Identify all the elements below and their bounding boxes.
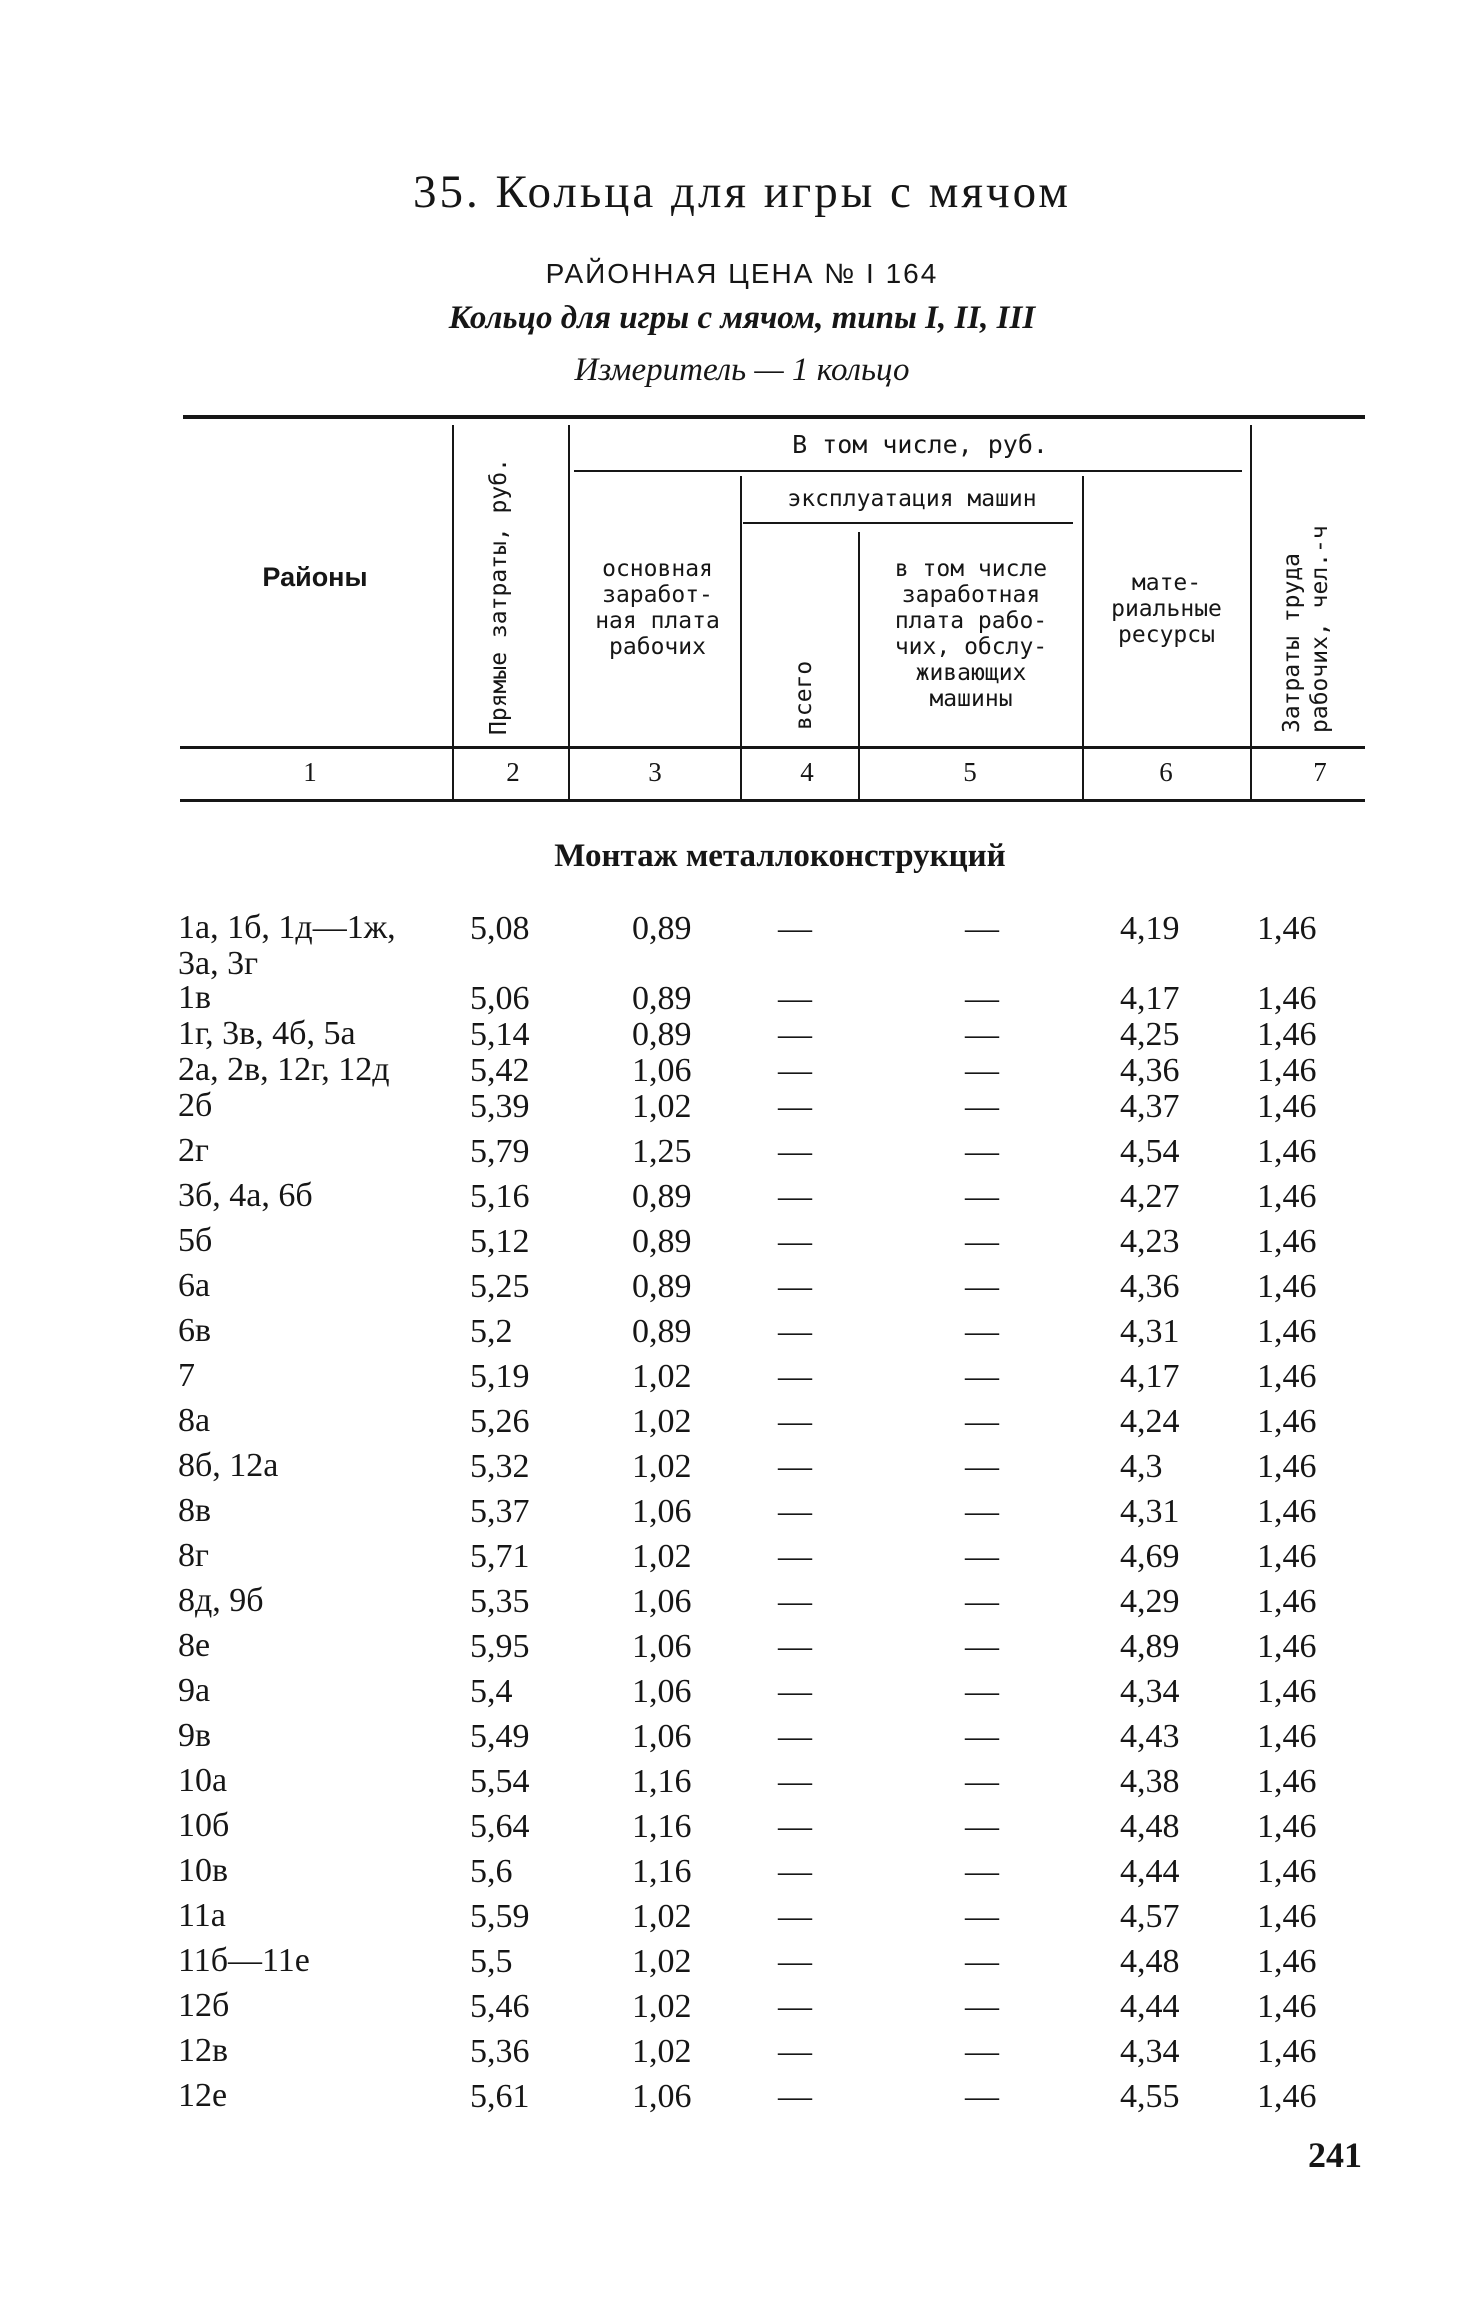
cell-base-wage: 1,02 xyxy=(632,1988,692,2025)
cell-region: 8г xyxy=(178,1537,209,1574)
cell-machine-wage: — xyxy=(965,1133,999,1170)
col-divider-4 xyxy=(858,532,860,799)
cell-direct-costs: 5,42 xyxy=(470,1052,530,1089)
cell-region: 10б xyxy=(178,1807,230,1844)
header-materials-line: риальные xyxy=(1111,596,1222,622)
cell-region xyxy=(178,910,396,982)
col-divider-3 xyxy=(740,476,742,799)
cell-materials: 4,69 xyxy=(1120,1538,1180,1575)
cell-base-wage: 1,06 xyxy=(632,2078,692,2115)
cell-region: 12в xyxy=(178,2032,229,2069)
cell-machine-total: — xyxy=(778,1583,812,1620)
cell-region: 11а xyxy=(178,1897,226,1934)
cell-region: 12е xyxy=(178,2077,228,2114)
cell-direct-costs: 5,16 xyxy=(470,1178,530,1215)
cell-materials: 4,31 xyxy=(1120,1493,1180,1530)
cell-direct-costs: 5,64 xyxy=(470,1808,530,1845)
cell-base-wage: 1,16 xyxy=(632,1808,692,1845)
cell-machine-wage: — xyxy=(965,1448,999,1485)
cell-labor: 1,46 xyxy=(1257,1808,1317,1845)
cell-machine-wage: — xyxy=(965,1088,999,1125)
table-row xyxy=(0,1493,1484,1533)
cell-machine-total: — xyxy=(778,980,812,1017)
cell-machine-total: — xyxy=(778,1178,812,1215)
header-machine-wage-line: плата рабо- xyxy=(894,608,1048,634)
table-row xyxy=(0,1052,1484,1092)
cell-direct-costs: 5,36 xyxy=(470,2033,530,2070)
page-title: 35. Кольца для игры с мячом xyxy=(413,166,1071,218)
header-labor-line: рабочих, чел.-ч xyxy=(1307,525,1333,733)
cell-labor: 1,46 xyxy=(1257,1628,1317,1665)
cell-direct-costs: 5,26 xyxy=(470,1403,530,1440)
column-number: 1 xyxy=(303,757,317,787)
cell-materials: 4,55 xyxy=(1120,2078,1180,2115)
table-row xyxy=(0,1088,1484,1128)
header-base-wage-line: ная плата xyxy=(595,608,720,634)
cell-direct-costs: 5,14 xyxy=(470,1016,530,1053)
cell-materials: 4,57 xyxy=(1120,1898,1180,1935)
cell-machine-total: — xyxy=(778,1673,812,1710)
table-row xyxy=(0,1943,1484,1983)
cell-direct-costs: 5,12 xyxy=(470,1223,530,1260)
table-row xyxy=(0,1403,1484,1443)
cell-direct-costs: 5,54 xyxy=(470,1763,530,1800)
cell-region: 7 xyxy=(178,1357,195,1394)
cell-direct-costs: 5,37 xyxy=(470,1493,530,1530)
cell-machine-wage: — xyxy=(965,1853,999,1890)
cell-machine-total: — xyxy=(778,1763,812,1800)
header-materials-line: мате- xyxy=(1131,570,1202,596)
cell-labor: 1,46 xyxy=(1257,1052,1317,1089)
cell-labor: 1,46 xyxy=(1257,1673,1317,1710)
cell-region: 12б xyxy=(178,1987,230,2024)
cell-base-wage: 0,89 xyxy=(632,1178,692,1215)
section-title: Монтаж металлоконструкций xyxy=(554,838,1006,874)
item-name: Кольцо для игры с мячом, типы I, II, III xyxy=(448,300,1036,336)
header-machine-wage-line: живающих xyxy=(915,660,1027,686)
cell-labor: 1,46 xyxy=(1257,1088,1317,1125)
column-number: 5 xyxy=(963,757,977,787)
cell-labor: 1,46 xyxy=(1257,1943,1317,1980)
cell-base-wage: 1,16 xyxy=(632,1763,692,1800)
cell-machine-total: — xyxy=(778,1628,812,1665)
cell-region: 2г xyxy=(178,1132,209,1169)
cell-materials: 4,31 xyxy=(1120,1313,1180,1350)
cell-region: 1в xyxy=(178,979,212,1016)
cell-region: 6а xyxy=(178,1267,211,1304)
cell-machine-total: — xyxy=(778,1448,812,1485)
cell-machine-total: — xyxy=(778,1358,812,1395)
table-row xyxy=(0,1268,1484,1308)
cell-region: 10в xyxy=(178,1852,229,1889)
cell-labor: 1,46 xyxy=(1257,1178,1317,1215)
colnum-bottom-rule xyxy=(180,799,1365,802)
cell-materials: 4,17 xyxy=(1120,1358,1180,1395)
column-number: 7 xyxy=(1313,757,1327,787)
cell-base-wage: 1,06 xyxy=(632,1718,692,1755)
cell-region: 11б—11е xyxy=(178,1942,310,1979)
col-divider-6 xyxy=(1250,425,1252,799)
including-rule xyxy=(574,470,1242,472)
cell-base-wage: 1,02 xyxy=(632,1358,692,1395)
cell-machine-wage: — xyxy=(965,1718,999,1755)
cell-machine-total: — xyxy=(778,1718,812,1755)
cell-labor: 1,46 xyxy=(1257,1223,1317,1260)
cell-machine-total: — xyxy=(778,1133,812,1170)
col-divider-1 xyxy=(452,425,454,799)
table-row xyxy=(0,1628,1484,1668)
cell-direct-costs: 5,46 xyxy=(470,1988,530,2025)
cell-base-wage: 1,02 xyxy=(632,2033,692,2070)
table-row xyxy=(0,1223,1484,1263)
header-direct-costs xyxy=(485,458,513,735)
table-row xyxy=(0,1853,1484,1893)
cell-materials: 4,89 xyxy=(1120,1628,1180,1665)
cell-materials: 4,19 xyxy=(1120,910,1180,947)
unit-measure: Измеритель — 1 кольцо xyxy=(574,352,910,388)
cell-region: 3б, 4а, 6б xyxy=(178,1177,313,1214)
cell-materials: 4,34 xyxy=(1120,2033,1180,2070)
cell-direct-costs: 5,35 xyxy=(470,1583,530,1620)
cell-labor: 1,46 xyxy=(1257,1493,1317,1530)
header-including: В том числе, руб. xyxy=(792,430,1048,459)
cell-materials: 4,44 xyxy=(1120,1853,1180,1890)
header-top-rule xyxy=(183,415,1365,419)
cell-region-line: 1а, 1б, 1д—1ж, xyxy=(178,909,396,946)
cell-direct-costs: 5,5 xyxy=(470,1943,513,1980)
cell-materials: 4,27 xyxy=(1120,1178,1180,1215)
cell-machine-wage: — xyxy=(965,1628,999,1665)
cell-labor: 1,46 xyxy=(1257,1718,1317,1755)
cell-direct-costs: 5,49 xyxy=(470,1718,530,1755)
cell-base-wage: 1,02 xyxy=(632,1538,692,1575)
cell-base-wage: 1,06 xyxy=(632,1493,692,1530)
cell-base-wage: 1,06 xyxy=(632,1628,692,1665)
cell-machine-total: — xyxy=(778,2033,812,2070)
cell-machine-wage: — xyxy=(965,2033,999,2070)
cell-machine-total: — xyxy=(778,1853,812,1890)
header-machine-wage-line: чих, обслу- xyxy=(894,634,1048,660)
cell-direct-costs: 5,08 xyxy=(470,910,530,947)
cell-materials: 4,36 xyxy=(1120,1268,1180,1305)
cell-machine-wage: — xyxy=(965,910,999,947)
cell-labor: 1,46 xyxy=(1257,2078,1317,2115)
cell-labor: 1,46 xyxy=(1257,2033,1317,2070)
cell-labor: 1,46 xyxy=(1257,1538,1317,1575)
header-machine-wage-line: машины xyxy=(929,686,1013,712)
cell-labor: 1,46 xyxy=(1257,1313,1317,1350)
column-number: 2 xyxy=(506,757,520,787)
header-machine-wage xyxy=(862,556,1080,712)
cell-machine-wage: — xyxy=(965,1052,999,1089)
header-machine-wage-line: в том числе xyxy=(894,556,1048,582)
header-machine-ops: эксплуатация машин xyxy=(787,486,1037,512)
cell-base-wage: 0,89 xyxy=(632,1016,692,1053)
cell-region: 2а, 2в, 12г, 12д xyxy=(178,1051,390,1088)
header-materials xyxy=(1084,570,1249,648)
cell-direct-costs: 5,4 xyxy=(470,1673,513,1710)
cell-direct-costs: 5,19 xyxy=(470,1358,530,1395)
table-row xyxy=(0,1016,1484,1056)
table-row xyxy=(0,980,1484,1020)
cell-materials: 4,25 xyxy=(1120,1016,1180,1053)
cell-direct-costs: 5,79 xyxy=(470,1133,530,1170)
cell-region: 8б, 12а xyxy=(178,1447,279,1484)
table-row xyxy=(0,1538,1484,1578)
cell-materials: 4,48 xyxy=(1120,1943,1180,1980)
cell-direct-costs: 5,25 xyxy=(470,1268,530,1305)
cell-direct-costs: 5,2 xyxy=(470,1313,513,1350)
cell-direct-costs: 5,61 xyxy=(470,2078,530,2115)
cell-machine-wage: — xyxy=(965,1538,999,1575)
cell-direct-costs: 5,59 xyxy=(470,1898,530,1935)
cell-machine-total: — xyxy=(778,1943,812,1980)
cell-region: 8е xyxy=(178,1627,211,1664)
cell-machine-wage: — xyxy=(965,1403,999,1440)
cell-base-wage: 1,16 xyxy=(632,1853,692,1890)
cell-materials: 4,3 xyxy=(1120,1448,1163,1485)
cell-direct-costs: 5,71 xyxy=(470,1538,530,1575)
column-number: 3 xyxy=(648,757,662,787)
table-row xyxy=(0,1133,1484,1173)
cell-materials: 4,24 xyxy=(1120,1403,1180,1440)
cell-materials: 4,44 xyxy=(1120,1988,1180,2025)
table-row xyxy=(0,1808,1484,1848)
cell-machine-wage: — xyxy=(965,1583,999,1620)
cell-materials: 4,54 xyxy=(1120,1133,1180,1170)
col-divider-2 xyxy=(568,425,570,799)
cell-machine-total: — xyxy=(778,1268,812,1305)
cell-machine-total: — xyxy=(778,2078,812,2115)
cell-base-wage: 1,02 xyxy=(632,1448,692,1485)
column-number: 6 xyxy=(1159,757,1173,787)
cell-machine-wage: — xyxy=(965,1808,999,1845)
cell-base-wage: 1,25 xyxy=(632,1133,692,1170)
cell-machine-wage: — xyxy=(965,1313,999,1350)
cell-direct-costs: 5,32 xyxy=(470,1448,530,1485)
cell-labor: 1,46 xyxy=(1257,1448,1317,1485)
cell-base-wage: 0,89 xyxy=(632,1268,692,1305)
cell-region: 8в xyxy=(178,1492,212,1529)
cell-labor: 1,46 xyxy=(1257,1853,1317,1890)
cell-region: 1г, 3в, 4б, 5а xyxy=(178,1015,356,1052)
cell-materials: 4,17 xyxy=(1120,980,1180,1017)
cell-materials: 4,23 xyxy=(1120,1223,1180,1260)
cell-labor: 1,46 xyxy=(1257,1583,1317,1620)
cell-materials: 4,36 xyxy=(1120,1052,1180,1089)
cell-machine-total: — xyxy=(778,1493,812,1530)
cell-labor: 1,46 xyxy=(1257,1403,1317,1440)
header-regions: Районы xyxy=(262,562,368,592)
cell-region: 10а xyxy=(178,1762,228,1799)
cell-machine-wage: — xyxy=(965,1898,999,1935)
cell-machine-total: — xyxy=(778,1016,812,1053)
cell-region: 8д, 9б xyxy=(178,1582,264,1619)
cell-base-wage: 1,02 xyxy=(632,1403,692,1440)
cell-labor: 1,46 xyxy=(1257,1268,1317,1305)
header-base-wage-line: заработ- xyxy=(602,582,713,608)
table-row xyxy=(0,1178,1484,1218)
cell-materials: 4,38 xyxy=(1120,1763,1180,1800)
cell-direct-costs: 5,95 xyxy=(470,1628,530,1665)
cell-machine-wage: — xyxy=(965,1016,999,1053)
cell-base-wage: 1,02 xyxy=(632,1943,692,1980)
header-labor-line: Затраты труда xyxy=(1279,552,1305,733)
table-row xyxy=(0,2033,1484,2073)
cell-machine-wage: — xyxy=(965,1268,999,1305)
cell-machine-wage: — xyxy=(965,1178,999,1215)
cell-machine-total: — xyxy=(778,1223,812,1260)
cell-machine-wage: — xyxy=(965,2078,999,2115)
machine-ops-rule xyxy=(743,522,1073,524)
cell-machine-wage: — xyxy=(965,1763,999,1800)
header-base-wage-line: основная xyxy=(602,556,713,582)
cell-labor: 1,46 xyxy=(1257,910,1317,947)
table-row xyxy=(0,1358,1484,1398)
header-machine-total-text: всего xyxy=(791,660,817,730)
table-row xyxy=(0,1763,1484,1803)
page-number: 241 xyxy=(1308,2135,1362,2175)
header-direct-costs-text: Прямые затраты, руб. xyxy=(486,458,512,735)
cell-base-wage: 1,02 xyxy=(632,1898,692,1935)
cell-base-wage: 1,06 xyxy=(632,1052,692,1089)
cell-machine-total: — xyxy=(778,1898,812,1935)
cell-machine-total: — xyxy=(778,910,812,947)
table-row xyxy=(0,1898,1484,1938)
table-row xyxy=(0,1988,1484,2028)
cell-machine-wage: — xyxy=(965,1988,999,2025)
table-row xyxy=(0,909,1484,982)
header-machine-total xyxy=(790,661,818,730)
cell-base-wage: 0,89 xyxy=(632,910,692,947)
cell-labor: 1,46 xyxy=(1257,1016,1317,1053)
cell-machine-total: — xyxy=(778,1403,812,1440)
cell-base-wage: 0,89 xyxy=(632,1223,692,1260)
cell-base-wage: 1,06 xyxy=(632,1583,692,1620)
price-reference: РАЙОННАЯ ЦЕНА № I 164 xyxy=(545,258,939,289)
header-labor xyxy=(1278,525,1334,733)
cell-region: 6в xyxy=(178,1312,212,1349)
header-base-wage-line: рабочих xyxy=(609,634,706,660)
cell-region: 9в xyxy=(178,1717,212,1754)
cell-materials: 4,34 xyxy=(1120,1673,1180,1710)
cell-direct-costs: 5,6 xyxy=(470,1853,513,1890)
cell-labor: 1,46 xyxy=(1257,1358,1317,1395)
cell-region-line: 3а, 3г xyxy=(178,945,259,982)
cell-materials: 4,48 xyxy=(1120,1808,1180,1845)
header-materials-line: ресурсы xyxy=(1118,622,1215,648)
cell-base-wage: 1,06 xyxy=(632,1673,692,1710)
table-row xyxy=(0,1313,1484,1353)
cell-base-wage: 1,02 xyxy=(632,1088,692,1125)
cell-machine-wage: — xyxy=(965,980,999,1017)
cell-labor: 1,46 xyxy=(1257,980,1317,1017)
cell-machine-total: — xyxy=(778,1088,812,1125)
cell-labor: 1,46 xyxy=(1257,1898,1317,1935)
cell-machine-wage: — xyxy=(965,1493,999,1530)
cell-machine-wage: — xyxy=(965,1358,999,1395)
cell-machine-total: — xyxy=(778,1808,812,1845)
cell-region: 2б xyxy=(178,1087,213,1124)
cell-machine-wage: — xyxy=(965,1223,999,1260)
cell-materials: 4,37 xyxy=(1120,1088,1180,1125)
cell-base-wage: 0,89 xyxy=(632,1313,692,1350)
cell-materials: 4,29 xyxy=(1120,1583,1180,1620)
cell-direct-costs: 5,39 xyxy=(470,1088,530,1125)
cell-machine-total: — xyxy=(778,1313,812,1350)
cell-region: 5б xyxy=(178,1222,213,1259)
cell-machine-total: — xyxy=(778,1538,812,1575)
cell-machine-total: — xyxy=(778,1988,812,2025)
cell-labor: 1,46 xyxy=(1257,1133,1317,1170)
cell-direct-costs: 5,06 xyxy=(470,980,530,1017)
cell-machine-wage: — xyxy=(965,1673,999,1710)
cell-machine-wage: — xyxy=(965,1943,999,1980)
cell-labor: 1,46 xyxy=(1257,1988,1317,2025)
header-machine-wage-line: заработная xyxy=(901,582,1041,608)
table-row xyxy=(0,1583,1484,1623)
header-bottom-rule xyxy=(180,746,1365,749)
cell-base-wage: 0,89 xyxy=(632,980,692,1017)
cell-labor: 1,46 xyxy=(1257,1763,1317,1800)
table-row xyxy=(0,1718,1484,1758)
table-row xyxy=(0,2078,1484,2118)
cell-materials: 4,43 xyxy=(1120,1718,1180,1755)
table-row xyxy=(0,1673,1484,1713)
cell-region: 9а xyxy=(178,1672,211,1709)
table-row xyxy=(0,1448,1484,1488)
column-number: 4 xyxy=(800,757,814,787)
cell-machine-total: — xyxy=(778,1052,812,1089)
header-base-wage xyxy=(575,556,740,660)
cell-region: 8а xyxy=(178,1402,211,1439)
